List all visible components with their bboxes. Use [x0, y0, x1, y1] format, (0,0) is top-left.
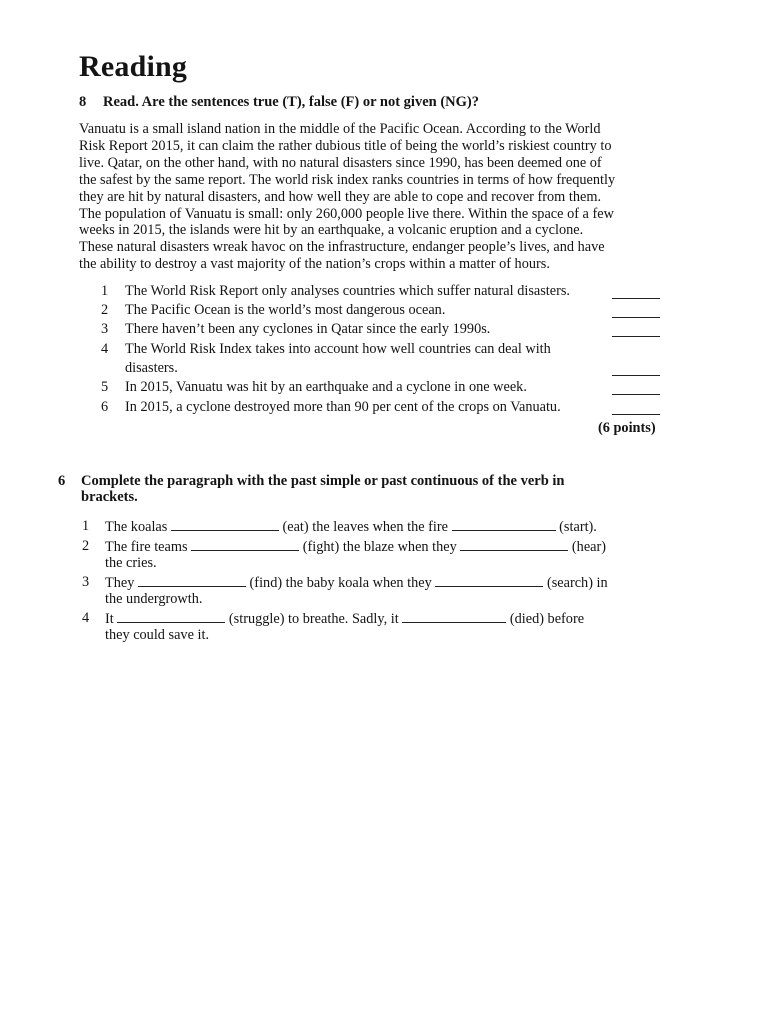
sentence-part: (search) in: [546, 575, 608, 591]
passage-line: weeks in 2015, the islands were hit by an earthquake, a volcanic eruption and a cyclone.: [79, 222, 584, 239]
item-number: 2: [82, 538, 90, 554]
sentence-part: (struggle) to breathe. Sadly, it: [228, 611, 399, 627]
list-item: [0, 341, 768, 379]
item-statement: In 2015, a cyclone destroyed more than 90 per cent of the crops on Vanuatu.: [125, 399, 561, 415]
answer-gap[interactable]: [460, 537, 568, 551]
item-statement: There haven’t been any cyclones in Qatar since the early 1990s.: [125, 321, 491, 337]
list-item: [0, 302, 768, 320]
item-number: 4: [101, 341, 109, 357]
item-statement: The World Risk Report only analyses countries which suffer natural disasters.: [125, 283, 571, 299]
item-sentence-continued: the cries.: [105, 555, 157, 571]
answer-blank[interactable]: [612, 336, 660, 337]
list-item: [0, 321, 768, 339]
item-number: 3: [101, 321, 109, 337]
item-sentence-continued: the undergrowth.: [105, 591, 203, 607]
sentence-part: (died) before: [509, 611, 585, 627]
passage-line: the safest by the same report. The world risk index ranks countries in terms of how frequently: [79, 171, 616, 188]
answer-gap[interactable]: [191, 537, 299, 551]
page-title: Reading: [79, 50, 188, 83]
item-sentence-continued: they could save it.: [105, 627, 210, 643]
list-item: [0, 283, 768, 301]
passage-line: they are hit by natural disasters, and how well they are able to cope and recover from them.: [79, 188, 602, 205]
answer-gap[interactable]: [117, 609, 225, 623]
answer-blank[interactable]: [612, 317, 660, 318]
exercise-number: 8: [79, 94, 87, 110]
exercise-8-heading: [79, 94, 679, 112]
passage-line: the ability to destroy a vast majority of the nation’s crops within a matter of hours.: [79, 256, 550, 273]
list-item: [0, 609, 768, 645]
answer-gap[interactable]: [402, 609, 506, 623]
answer-gap[interactable]: [435, 573, 543, 587]
item-sentence: [105, 517, 597, 536]
item-number: 6: [101, 399, 109, 415]
passage-line: live. Qatar, on the other hand, with no natural disasters since 1990, has been deemed one of: [79, 154, 602, 171]
item-statement-continued: disasters.: [125, 360, 178, 376]
item-number: 2: [101, 302, 109, 318]
item-number: 1: [101, 283, 109, 299]
passage-line: Vanuatu is a small island nation in the middle of the Pacific Ocean. According to the World: [79, 121, 601, 137]
sentence-part: The fire teams: [105, 539, 188, 555]
exercise-instruction: Complete the paragraph with the past simple or past continuous of the verb in: [81, 473, 565, 489]
answer-blank[interactable]: [612, 298, 660, 299]
list-item: [0, 573, 768, 609]
points-label: (6 points): [598, 420, 656, 436]
passage-line: These natural disasters wreak havoc on the infrastructure, endanger people’s lives, and have: [79, 239, 605, 256]
reading-passage: [79, 121, 659, 273]
item-statement: The Pacific Ocean is the world’s most dangerous ocean.: [125, 302, 446, 318]
list-item: [0, 399, 768, 417]
sentence-part: (hear): [571, 539, 607, 555]
item-number: 1: [82, 518, 90, 534]
answer-blank[interactable]: [612, 414, 660, 415]
exercise-6-heading: [58, 473, 678, 509]
answer-gap[interactable]: [171, 517, 279, 531]
sentence-part: The koalas: [105, 519, 168, 535]
item-number: 5: [101, 379, 109, 395]
list-item: [0, 517, 768, 537]
answer-blank[interactable]: [612, 394, 660, 395]
passage-line: Risk Report 2015, it can claim the rather dubious title of being the world’s riskiest country to: [79, 137, 612, 154]
exercise-instruction: Read. Are the sentences true (T), false (F) or not given (NG)?: [103, 94, 479, 110]
list-item: [0, 537, 768, 573]
answer-gap[interactable]: [138, 573, 246, 587]
sentence-part: They: [105, 575, 135, 591]
sentence-part: (start).: [559, 519, 597, 535]
answer-blank[interactable]: [612, 375, 660, 376]
exercise-number: 6: [58, 473, 66, 489]
sentence-part: (eat) the leaves when the fire: [282, 519, 449, 535]
list-item: [0, 379, 768, 397]
item-sentence: [105, 537, 606, 556]
passage-line: The population of Vanuatu is small: only 260,000 people live there. Within the space of a few: [79, 205, 614, 222]
item-number: 4: [82, 610, 90, 626]
answer-gap[interactable]: [452, 517, 556, 531]
sentence-part: (find) the baby koala when they: [249, 575, 432, 591]
exercise-instruction-continued: brackets.: [81, 489, 138, 505]
sentence-part: (fight) the blaze when they: [302, 539, 457, 555]
item-number: 3: [82, 574, 90, 590]
sentence-part: It: [105, 611, 114, 627]
item-statement: In 2015, Vanuatu was hit by an earthquake and a cyclone in one week.: [125, 379, 527, 395]
item-statement: The World Risk Index takes into account how well countries can deal with: [125, 341, 551, 357]
